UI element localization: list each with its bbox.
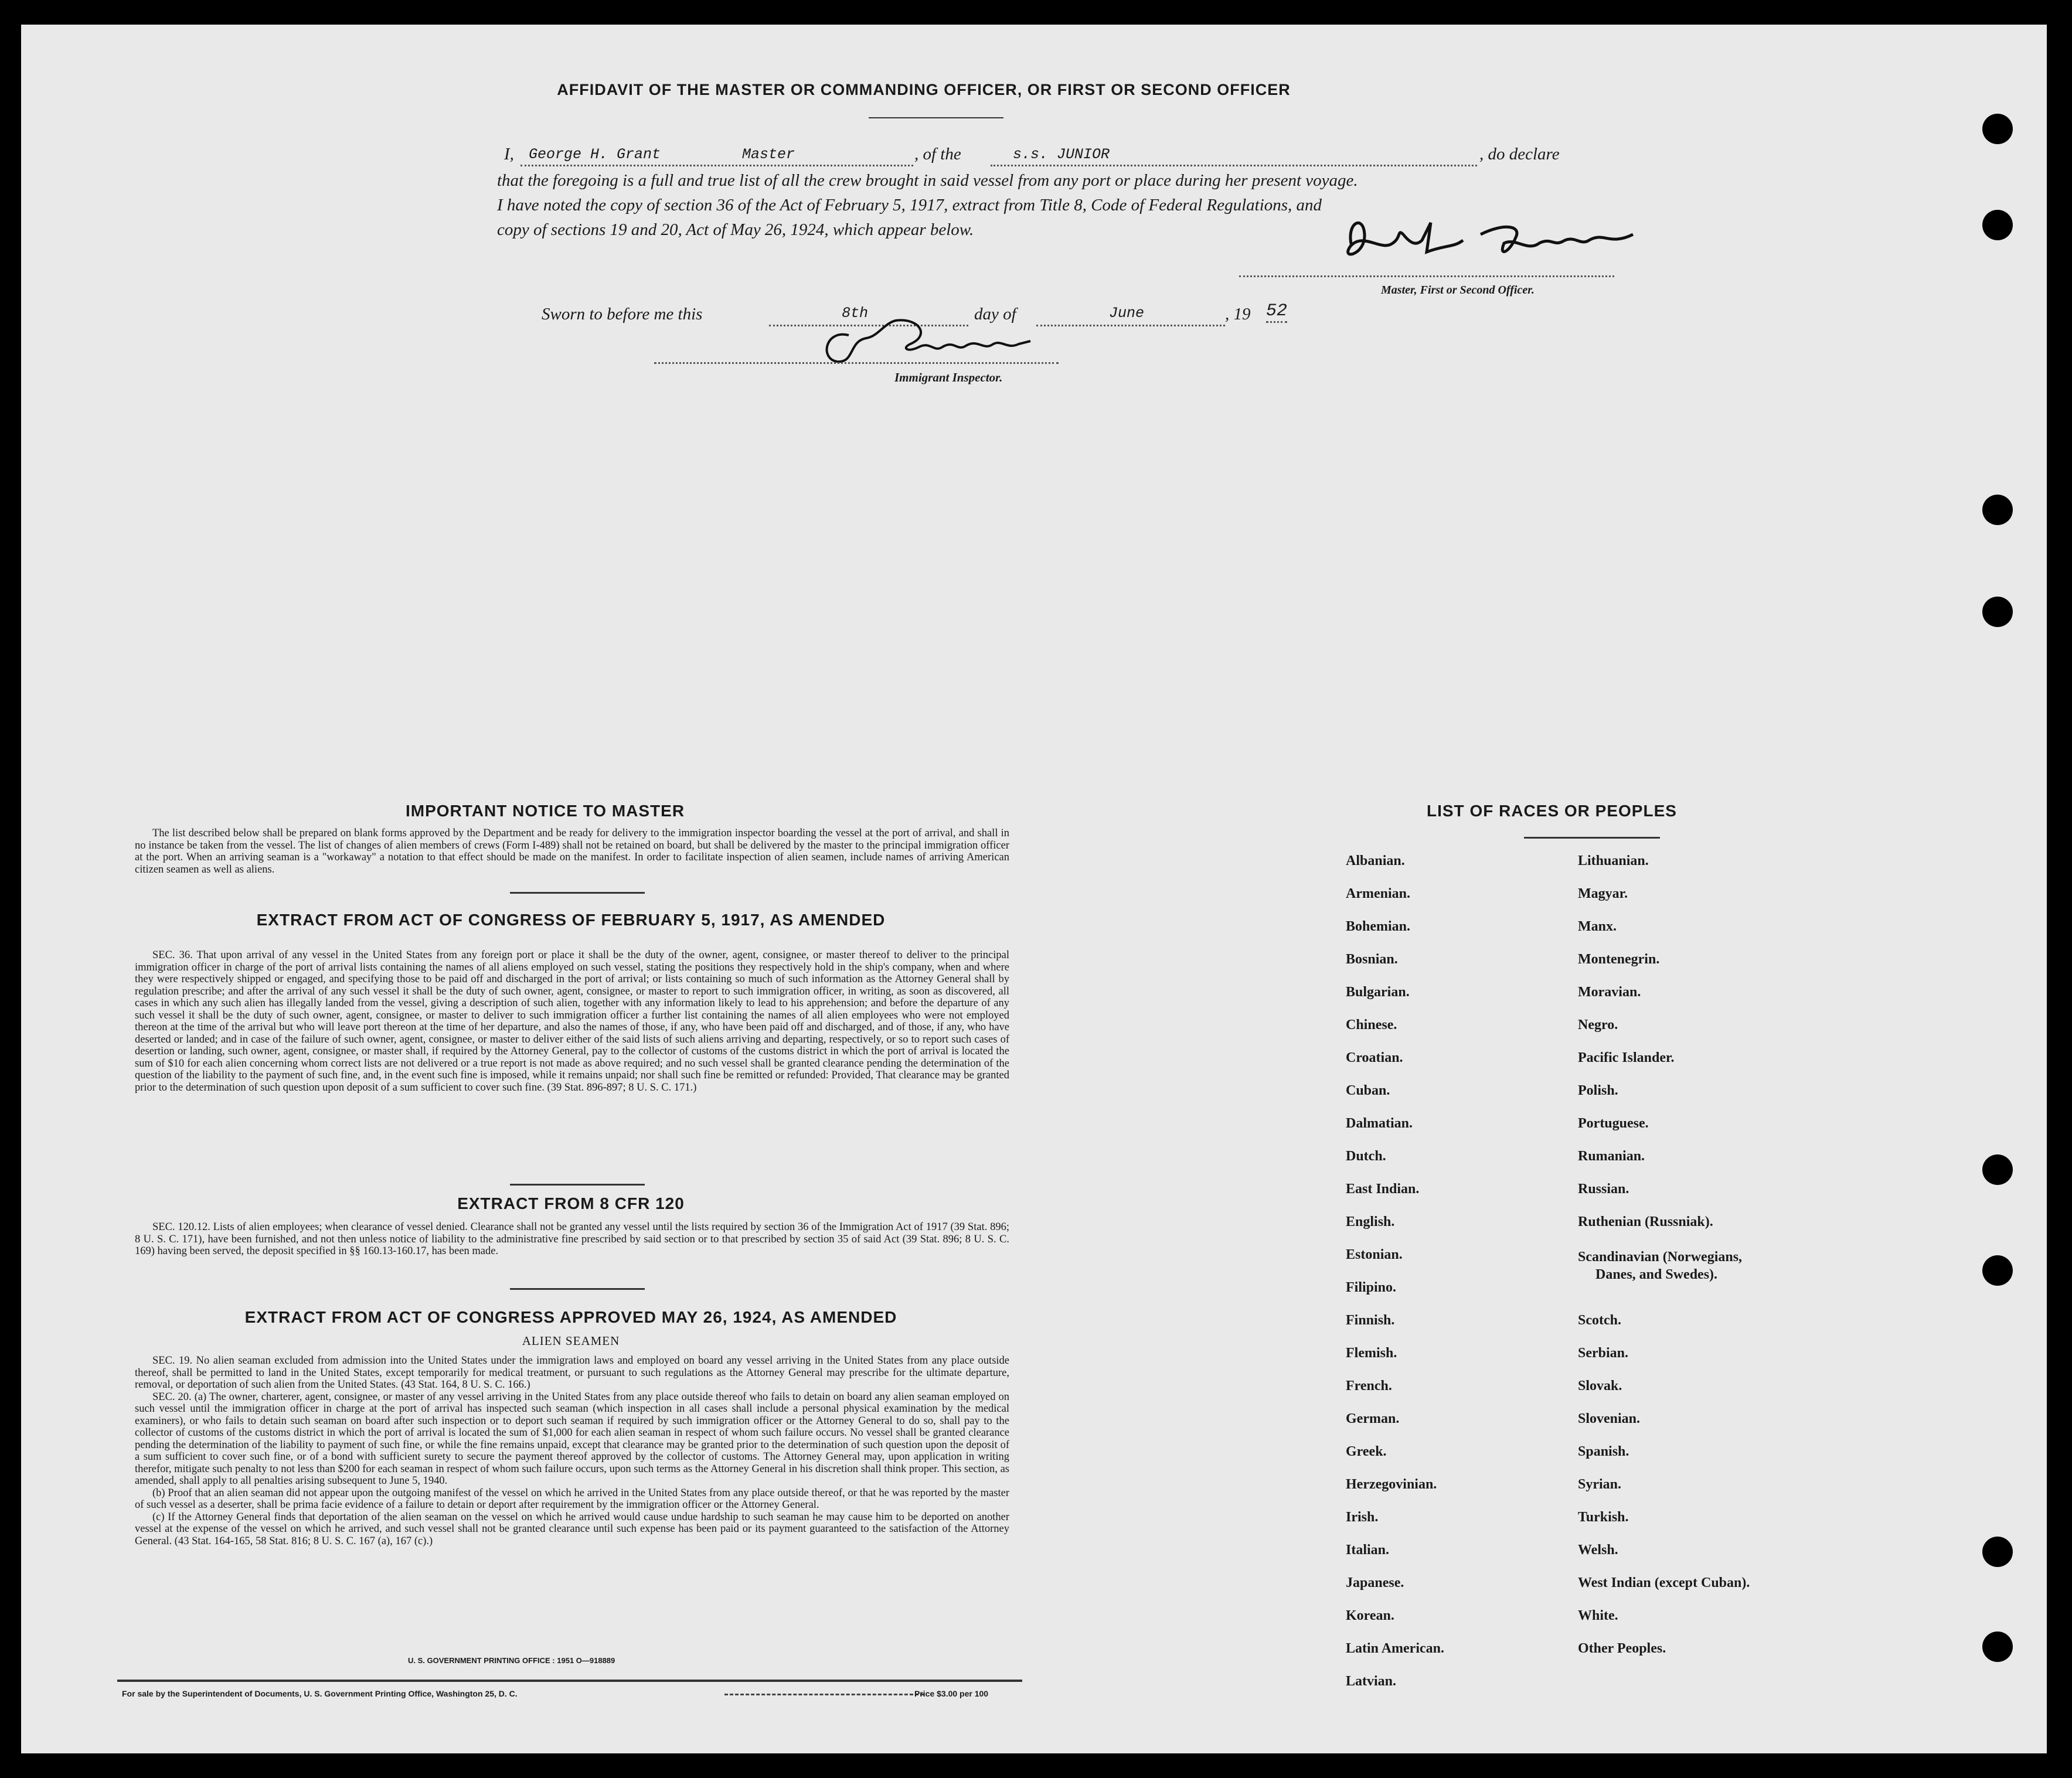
printing-office-note: U. S. GOVERNMENT PRINTING OFFICE : 1951 O—918889 [408, 1656, 615, 1665]
race-item: White. [1578, 1608, 1618, 1623]
punch-hole [1982, 210, 2013, 240]
race-item: Italian. [1346, 1542, 1390, 1558]
race-item: Scandinavian (Norwegians, [1578, 1249, 1743, 1265]
form-page [21, 25, 2047, 1753]
extract-cfr-text: SEC. 120.12. Lists of alien employees; when clearance of vessel denied. Clearance shall not be granted any vessel until the lists required by section 36 of the Immigration Act of 1917 (39 Stat. 896; 8 U. S. C. 171), have been furnished, and not then unless notice of liability to the administrative fine prescribed by said section or to that prescribed by section 35 of said Act (39 Stat. 896; 8 U. S. C. 169) having been served, the deposit specified in §§ 160.13-160.17, has been made. [135, 1221, 1009, 1257]
extract-cfr-title: EXTRACT FROM 8 CFR 120 [457, 1194, 685, 1212]
race-item: Cuban. [1346, 1083, 1390, 1098]
price-note: Price $3.00 per 100 [914, 1689, 989, 1698]
race-item: Spanish. [1578, 1444, 1629, 1459]
race-item: Negro. [1578, 1017, 1618, 1033]
alien-seamen-subtitle: ALIEN SEAMEN [522, 1334, 620, 1348]
race-item: Scotch. [1578, 1313, 1621, 1328]
sworn-month: June [1109, 305, 1145, 322]
punch-hole [1982, 495, 2013, 525]
race-item: Portuguese. [1578, 1116, 1649, 1131]
of-the-label: , of the [914, 145, 961, 164]
punch-hole [1982, 597, 2013, 627]
extract-1917-text: SEC. 36. That upon arrival of any vessel in the United States from any foreign port or place it shall be the duty of the owner, agent, consignee, or master thereof to deliver to the principal immigration officer in charge of the port of arrival lists containing the names of all aliens employed on such vessel, stating the positions they respectively hold in the ship's company, when and where they were respectively shipped or engaged, and specifying those to be paid off and discharged in the port of arrival; or lists containing so much of such information as the Attorney General shall by regulation prescribe; and after the arrival of any such vessel it shall be the duty of such owner, agent, consignee, or master to report to such immigration officer, in writing, as soon as discovered, all cases in which any such alien has illegally landed from the vessel, giving a description of such alien, together with any information likely to lead to his apprehension; and before the departure of any such vessel it shall be the duty of such owner, agent, consignee, or master to deliver to such immigration officer a further list containing the names of all alien employees who were not employed thereon at the time of the arrival but who will leave port thereon at the time of her departure, and also the names of those, if any, who have been paid off and discharged, and of those, if any, who have deserted or landed; and in case of the failure of such owner, agent, consignee, or master to deliver either of the said lists of such aliens arriving and departing, respectively, or so to report such cases of desertion or landing, such owner, agent, consignee, or master shall, if required by the Attorney General, pay to the collector of customs of the customs district in which the port of arrival is located the sum of $10 for each alien concerning whom correct lists are not delivered or a true report is not made as above required; and no such vessel shall be granted clearance pending the determination of the question of the liability to the payment of such fine, and, in the event such fine is imposed, while it remains unpaid; nor shall such fine be remitted or refunded: Provided, That clearance may be granted prior to the determination of such question upon deposit of a sum sufficient to cover such fine. (39 Stat. 896-897; 8 U. S. C. 171.) [135, 949, 1009, 1094]
do-declare-label: , do declare [1479, 145, 1560, 164]
divider [1524, 837, 1660, 839]
race-item: Latvian. [1346, 1674, 1397, 1689]
sworn-prefix: Sworn to before me this [542, 305, 703, 323]
race-item: Slovak. [1578, 1378, 1622, 1394]
race-item: Armenian. [1346, 886, 1410, 901]
race-item: Welsh. [1578, 1542, 1618, 1558]
race-item: Moravian. [1578, 985, 1641, 1000]
declaration-line-2: that the foregoing is a full and true list of all the crew brought in said vessel from any port or place during her present voyage. [497, 171, 1358, 190]
divider [869, 117, 1003, 118]
race-item: Bohemian. [1346, 919, 1411, 934]
race-item: English. [1346, 1214, 1395, 1229]
declaration-line-1 [504, 145, 1676, 168]
inspector-caption: Immigrant Inspector. [894, 370, 1003, 384]
race-item: Other Peoples. [1578, 1641, 1666, 1656]
race-item: Russian. [1578, 1181, 1629, 1197]
extract-1924-title: EXTRACT FROM ACT OF CONGRESS APPROVED MAY 26, 1924, AS AMENDED [244, 1308, 897, 1326]
race-item: Japanese. [1346, 1575, 1404, 1590]
notice-text: The list described below shall be prepared on blank forms approved by the Department and be ready for delivery to the immigration inspector boarding the vessel at the port of arrival, and shall in no instance be taken from the vessel. The list of changes of alien members of crews (Form I-489) shall not be retained on board, but shall be delivered by the master to the principal immigration officer at the port. When an arriving seaman is a "workaway" a notation to that effect should be made on the manifest. In order to facilitate inspection of alien seamen, include names of arriving American citizen seamen as well as aliens. [135, 827, 1009, 876]
divider [510, 892, 645, 894]
race-item: Latin American. [1346, 1641, 1444, 1656]
race-item: Turkish. [1578, 1510, 1629, 1525]
race-item: Danes, and Swedes). [1595, 1267, 1718, 1282]
race-item: Pacific Islander. [1578, 1050, 1675, 1065]
race-item: Croatian. [1346, 1050, 1403, 1065]
race-item: Syrian. [1578, 1477, 1622, 1492]
punch-hole [1982, 114, 2013, 144]
race-item: West Indian (except Cuban). [1578, 1575, 1750, 1590]
vessel-name: s.s. JUNIOR [1013, 146, 1110, 163]
footer-rule [117, 1680, 1022, 1682]
sworn-year: 52 [1266, 301, 1287, 323]
declaration-line-4: copy of sections 19 and 20, Act of May 26, 1924, which appear below. [497, 220, 974, 239]
race-item: Flemish. [1346, 1346, 1397, 1361]
races-title: LIST OF RACES OR PEOPLES [1427, 802, 1677, 820]
race-item: Slovenian. [1578, 1411, 1641, 1426]
race-item: Finnish. [1346, 1313, 1395, 1328]
signature-caption: Master, First or Second Officer. [1381, 284, 1535, 297]
race-item: Korean. [1346, 1608, 1394, 1623]
sworn-day: 8th [842, 305, 869, 322]
affidavit-title: AFFIDAVIT OF THE MASTER OR COMMANDING OFFICER, OR FIRST OR SECOND OFFICER [557, 81, 1291, 98]
race-item: Dalmatian. [1346, 1116, 1413, 1131]
race-item: East Indian. [1346, 1181, 1420, 1197]
punch-hole [1982, 1537, 2013, 1567]
race-item: Bulgarian. [1346, 985, 1410, 1000]
punch-hole [1982, 1631, 2013, 1662]
race-item: Greek. [1346, 1444, 1387, 1459]
race-item: Herzegovinian. [1346, 1477, 1437, 1492]
race-item: Rumanian. [1578, 1149, 1645, 1164]
divider [510, 1184, 645, 1186]
extract-1924-text: SEC. 19. No alien seaman excluded from admission into the United States under the immigration laws and employed on board any vessel arriving in the United States from any place outside thereof, shall be permitted to land in the United States, except temporarily for medical treatment, or pursuant to such regulations as the Attorney General may prescribe for the ultimate departure, removal, or deportation of such alien from the United States. (43 Stat. 164, 8 U. S. C. 166.) SEC. 20. (a) The owner, charterer, agent, consignee, or master of any vessel arriving in the United States from any place outside thereof who fails to detain on board any alien seaman employed on such vessel until the immigration officer in charge at the port of arrival has inspected such seaman (which inspection in all cases shall include a personal physical examination by the medical examiners), or who fails to detain such seaman on board after such inspection or to deport such seaman if required by such immigration officer or the Attorney General to do so, shall pay to the collector of customs of the customs district in which the port of arrival is located the sum of $1,000 for each alien seaman in respect of whom such failure occurs. No vessel shall be granted clearance pending the determination of the liability to payment of such fine, or while the fine remains unpaid, except that clearance may be granted prior to the determination of such question upon the deposit of a sum sufficient to cover such fine, or of a bond with sufficient surety to secure the payment thereof approved by the collector of customs. The Attorney General may, upon application in writing therefor, mitigate such penalty to not less than $200 for each seaman in respect of whom such failure occurs, upon such terms as the Attorney General in his discretion shall think proper. This section, as amended, shall apply to all penalties arising subsequent to June 5, 1940. (b) Proof that an alien seaman did not appear upon the outgoing manifest of the vessel on which he arrived in the United States from any place outside thereof, or that he was reported by the master of such vessel as a deserter, shall be prima facie evidence of a failure to detain or deport after requirement by the immigration officer or the Attorney General. (c) If the Attorney General finds that deportation of the alien seaman on the vessel on which he arrived would cause undue hardship to such seaman he may cause him to be deported on another vessel at the expense of the vessel on which he arrived, and such vessel shall not be granted clearance until such expense has been paid or its payment guaranteed to the satisfaction of the Attorney General. (43 Stat. 164-165, 58 Stat. 816; 8 U. S. C. 167 (a), 167 (c).) [135, 1355, 1009, 1547]
signature-line [1239, 275, 1614, 277]
race-item: Estonian. [1346, 1247, 1403, 1262]
master-rank: Master [742, 146, 795, 163]
master-name: George H. Grant [529, 146, 661, 163]
race-item: Montenegrin. [1578, 952, 1660, 967]
race-item: Irish. [1346, 1510, 1379, 1525]
race-item: Filipino. [1346, 1280, 1397, 1295]
race-item: Polish. [1578, 1083, 1618, 1098]
inspector-signature-line [654, 362, 1059, 364]
race-item: Ruthenian (Russniak). [1578, 1214, 1713, 1229]
race-item: Serbian. [1578, 1346, 1629, 1361]
sale-note: For sale by the Superintendent of Documents, U. S. Government Printing Office, Washington 25, D. C. [122, 1689, 518, 1698]
declaration-line-3: I have noted the copy of section 36 of the Act of February 5, 1917, extract from Title 8, Code of Federal Regulations, and [497, 196, 1322, 214]
race-item: German. [1346, 1411, 1400, 1426]
race-item: Bosnian. [1346, 952, 1398, 967]
race-item: Magyar. [1578, 886, 1628, 901]
inspector-signature [814, 312, 1048, 370]
race-item: Albanian. [1346, 853, 1405, 868]
notice-title: IMPORTANT NOTICE TO MASTER [406, 802, 685, 820]
race-item: Dutch. [1346, 1149, 1386, 1164]
punch-hole [1982, 1255, 2013, 1286]
pronoun: I, [504, 145, 514, 164]
extract-1917-title: EXTRACT FROM ACT OF CONGRESS OF FEBRUARY 5, 1917, AS AMENDED [256, 911, 886, 929]
day-of-label: day of [974, 305, 1016, 323]
race-item: Lithuanian. [1578, 853, 1649, 868]
year-prefix: , 19 [1225, 305, 1251, 323]
divider [510, 1288, 645, 1290]
dashed-line [724, 1694, 924, 1695]
master-signature [1328, 211, 1656, 275]
race-item: Manx. [1578, 919, 1617, 934]
race-item: French. [1346, 1378, 1392, 1394]
punch-hole [1982, 1154, 2013, 1185]
race-item: Chinese. [1346, 1017, 1397, 1033]
